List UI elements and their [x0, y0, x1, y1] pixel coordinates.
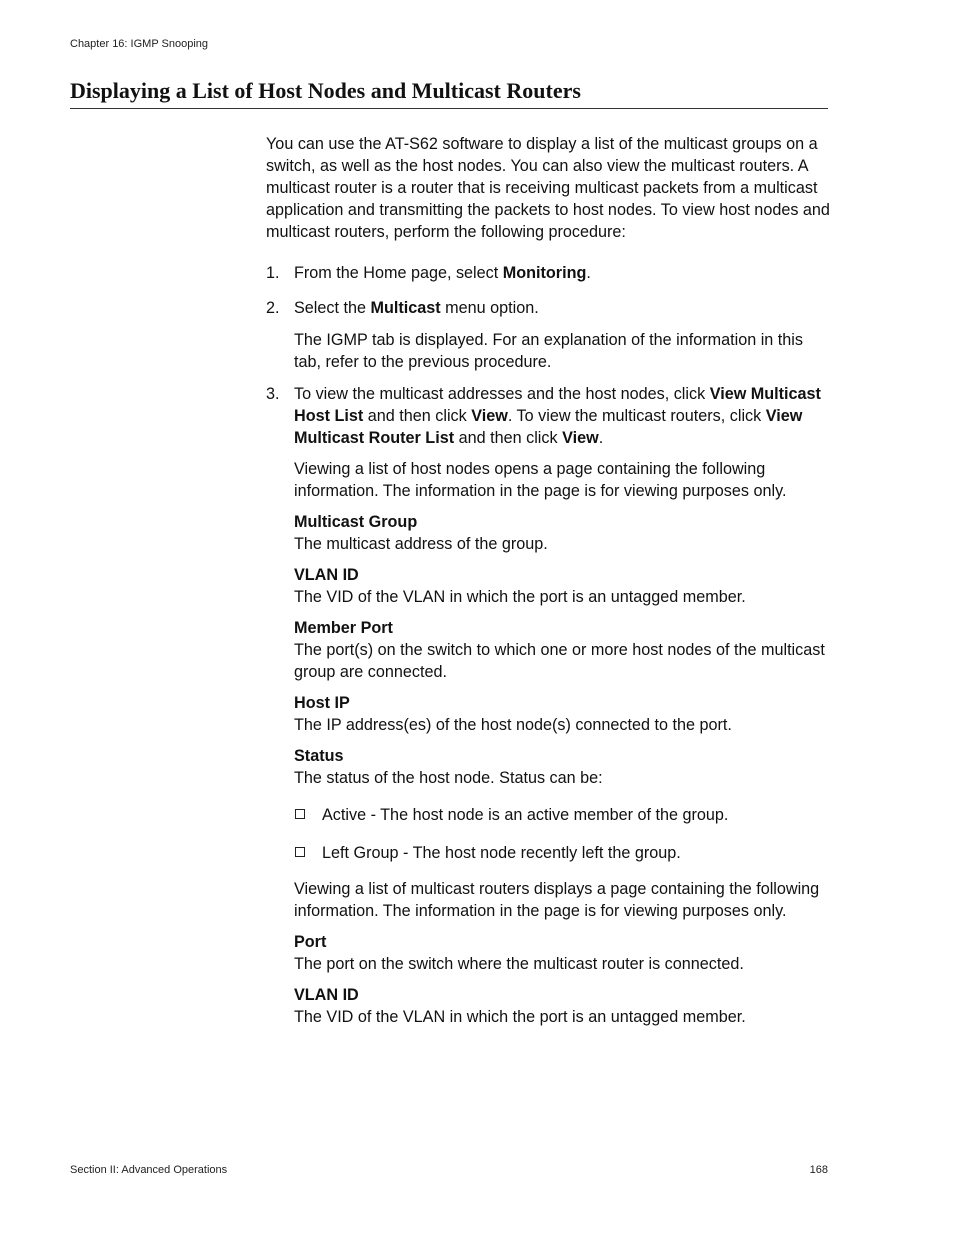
status-option-text: Left Group - The host node recently left the group.	[322, 844, 681, 862]
section-title: Displaying a List of Host Nodes and Multicast Routers	[70, 78, 828, 109]
ui-term: View	[471, 407, 508, 425]
ui-term: View	[562, 429, 599, 447]
definition-desc: The port on the switch where the multicast router is connected.	[294, 955, 744, 973]
step-text: .	[598, 429, 604, 447]
definition-desc: The status of the host node. Status can be:	[294, 769, 603, 787]
running-header: Chapter 16: IGMP Snooping	[70, 38, 208, 50]
definition-router-vlan-id	[294, 984, 832, 1028]
definition-desc: The port(s) on the switch to which one or more host nodes of the multicast group are connected.	[294, 641, 825, 681]
definition-term: Status	[294, 747, 344, 765]
step-3	[266, 383, 832, 449]
body-content	[266, 133, 832, 1037]
definition-vlan-id	[294, 564, 832, 608]
ui-term: Multicast	[370, 299, 441, 317]
definition-term: Multicast Group	[294, 513, 418, 531]
router-list-intro: Viewing a list of multicast routers displays a page containing the following information. The information in the page is for viewing purposes only.	[294, 880, 820, 920]
step-number: 2.	[266, 299, 280, 317]
definition-desc: The IP address(es) of the host node(s) connected to the port.	[294, 716, 732, 734]
step-text: Select the	[294, 299, 371, 317]
definition-status	[294, 745, 832, 789]
step-text: .	[586, 264, 591, 282]
definition-desc: The VID of the VLAN in which the port is an untagged member.	[294, 1008, 746, 1026]
page-number: 168	[809, 1164, 828, 1176]
step-text: and then click	[454, 429, 563, 447]
ui-term: Monitoring	[502, 264, 587, 282]
ui-term: View Multicast Host List	[294, 385, 821, 425]
step-number: 1.	[266, 264, 280, 282]
checkbox-bullet-icon	[295, 847, 305, 857]
status-option	[294, 842, 832, 864]
definition-host-ip	[294, 692, 832, 736]
step-2	[266, 297, 832, 319]
definition-term: Port	[294, 933, 327, 951]
step-text: From the Home page, select	[294, 264, 503, 282]
status-option	[294, 804, 832, 826]
definition-term: VLAN ID	[294, 986, 359, 1004]
definition-term: VLAN ID	[294, 566, 359, 584]
definition-desc: The multicast address of the group.	[294, 535, 548, 553]
step-text: To view the multicast addresses and the host nodes, click	[294, 385, 710, 403]
definition-member-port	[294, 617, 832, 683]
step-3-details	[266, 458, 832, 1028]
intro-paragraph: You can use the AT-S62 software to display a list of the multicast groups on a switch, as well as the host nodes. You can also view the multicast routers. A multicast router is a router that is receiving multicast packets from a multicast application and transmitting the packets to host nodes. To view host nodes and multicast routers, perform the following procedure:	[266, 135, 830, 241]
definition-port	[294, 931, 832, 975]
ui-term: View Multicast Router List	[294, 407, 803, 447]
definition-multicast-group	[294, 511, 832, 555]
step-number: 3.	[266, 385, 280, 403]
status-option-text: Active - The host node is an active member of the group.	[322, 806, 729, 824]
step-1	[266, 262, 832, 284]
checkbox-bullet-icon	[295, 809, 305, 819]
definition-term: Member Port	[294, 619, 393, 637]
step-2-note: The IGMP tab is displayed. For an explanation of the information in this tab, refer to the previous procedure.	[294, 331, 803, 371]
step-text: . To view the multicast routers, click	[507, 407, 766, 425]
footer-section: Section II: Advanced Operations	[70, 1164, 228, 1176]
definition-desc: The VID of the VLAN in which the port is an untagged member.	[294, 588, 746, 606]
step-text: and then click	[363, 407, 472, 425]
step-text: menu option.	[440, 299, 539, 317]
host-list-intro: Viewing a list of host nodes opens a page containing the following information. The information in the page is for viewing purposes only.	[294, 460, 787, 500]
definition-term: Host IP	[294, 694, 350, 712]
